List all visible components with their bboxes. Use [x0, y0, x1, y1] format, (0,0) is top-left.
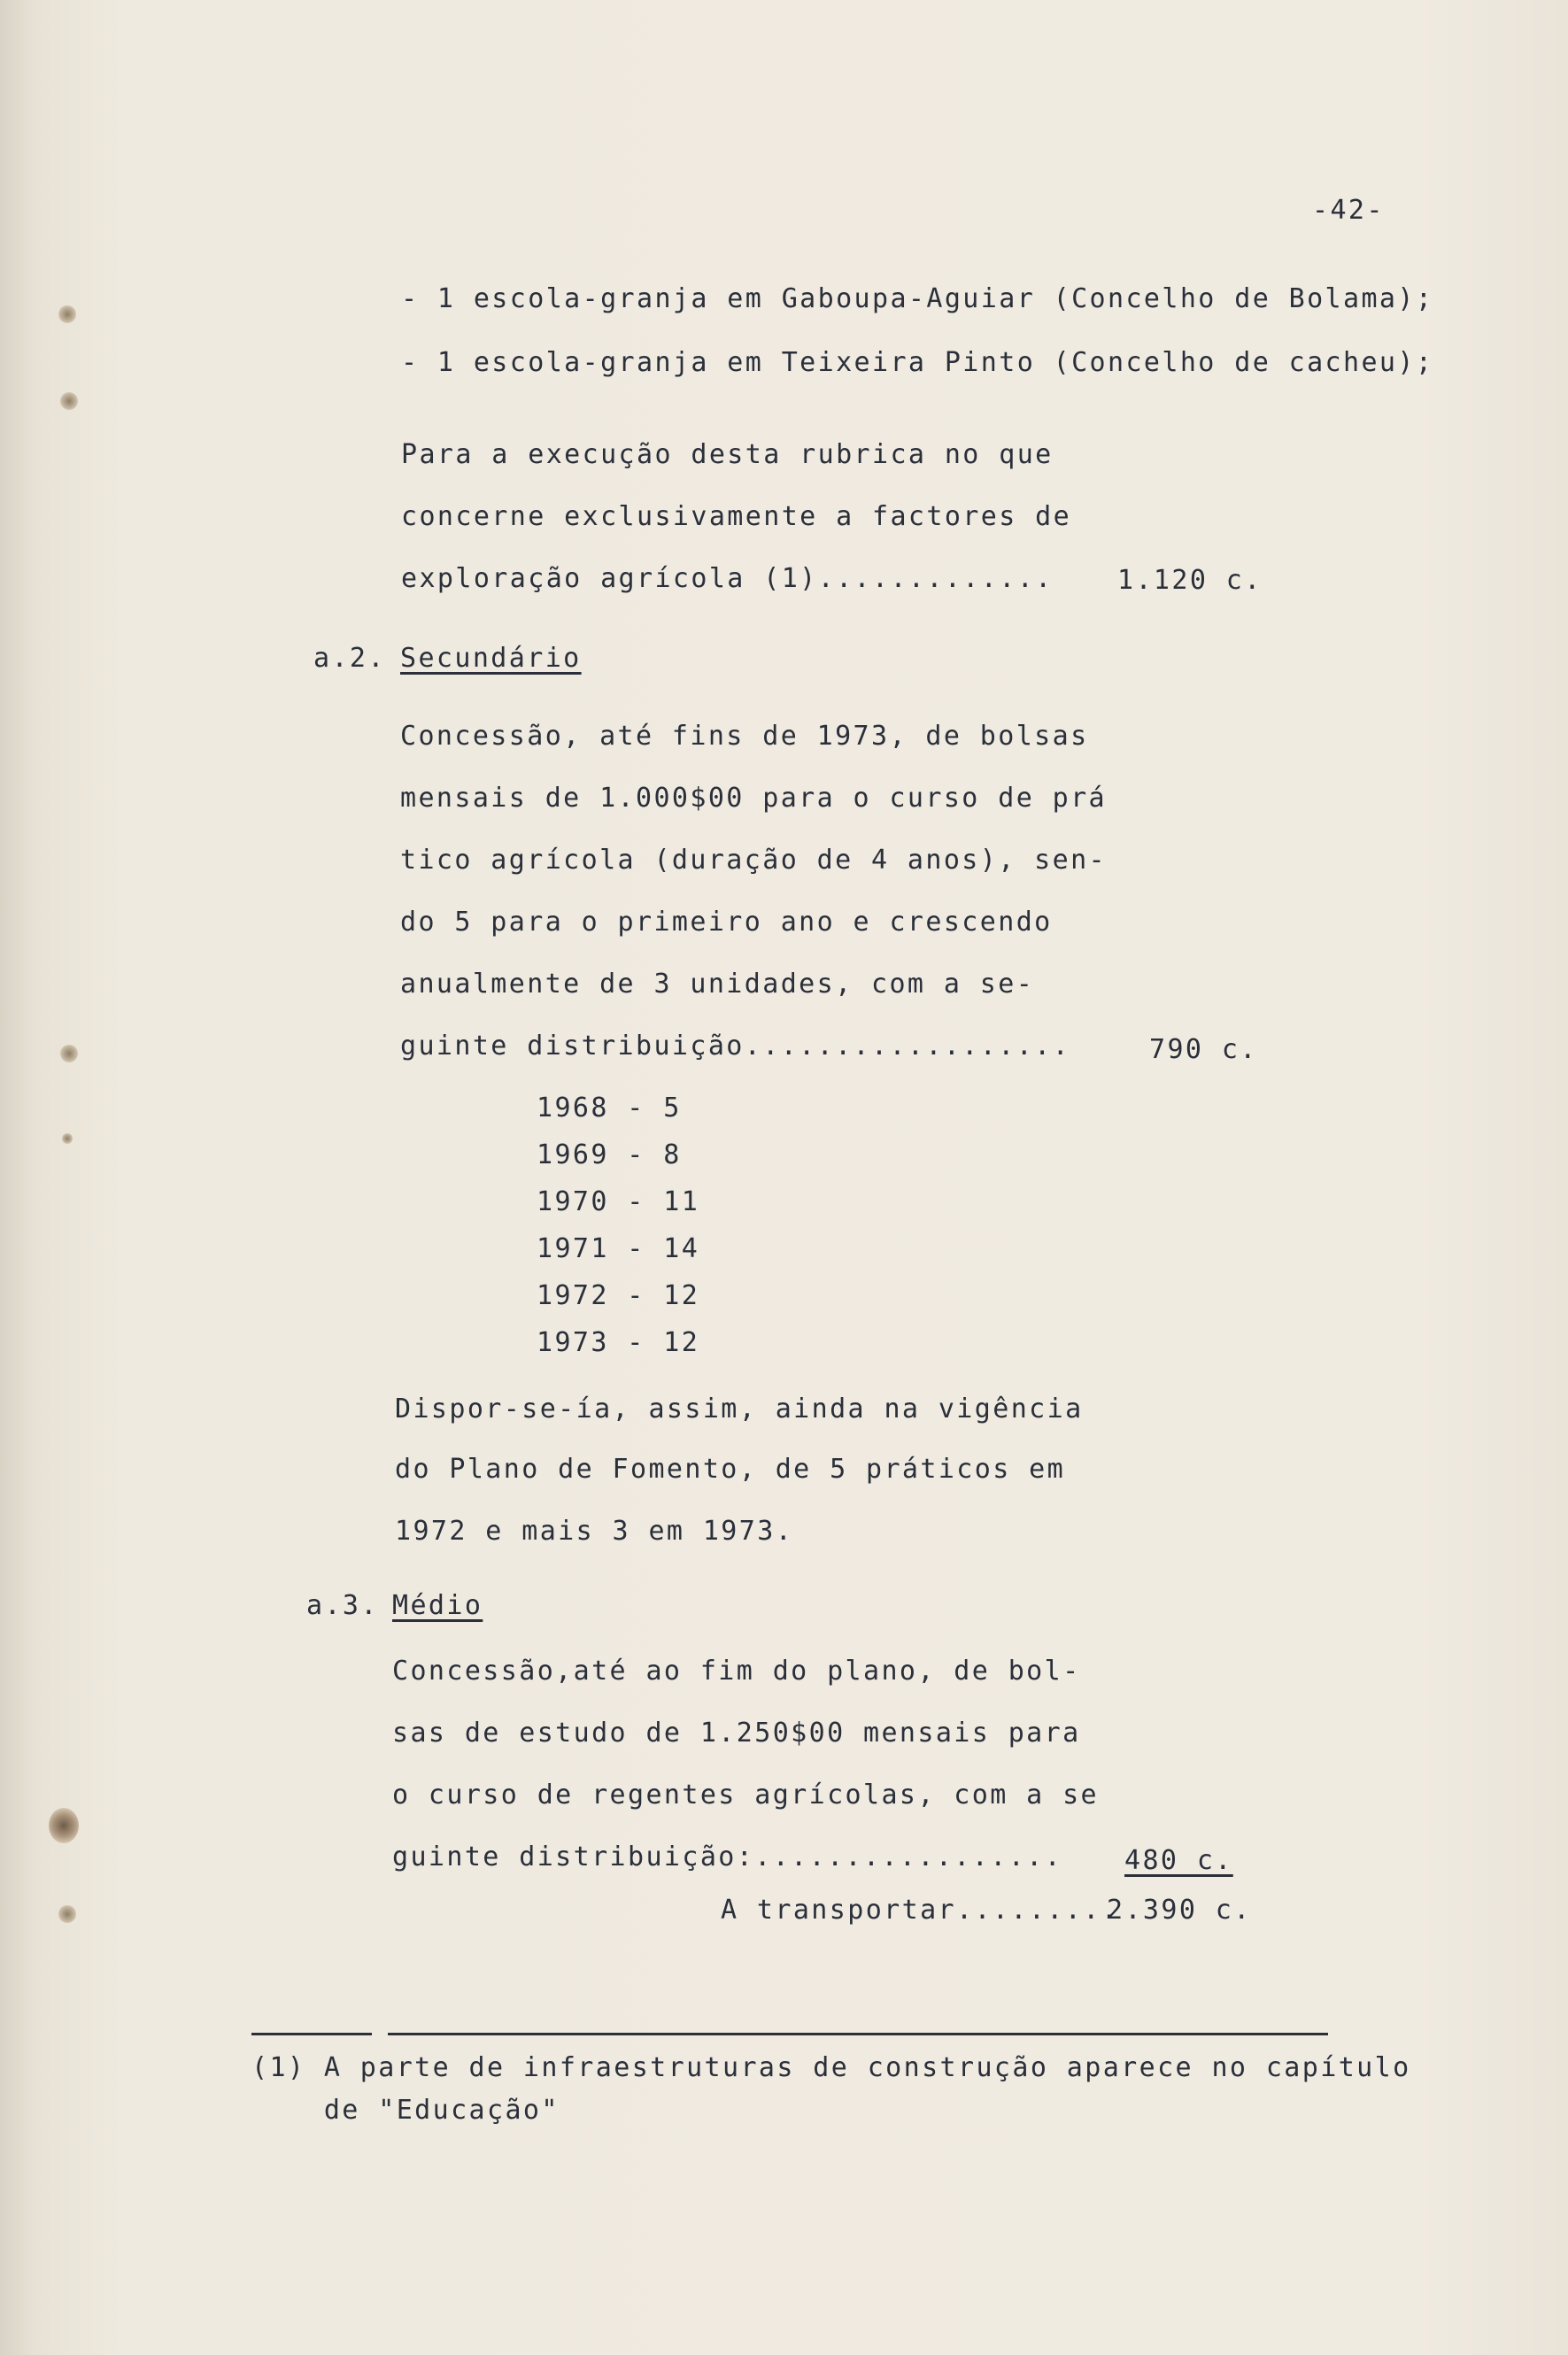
secundario-closing: Dispor-se-ía, assim, ainda na vigência — [395, 1394, 1084, 1425]
secundario-line: anualmente de 3 unidades, com a se- — [400, 969, 1035, 1000]
page-number: -42- — [1312, 195, 1385, 226]
section-title: Médio — [392, 1590, 483, 1621]
medio-line: o curso de regentes agrícolas, com a se — [392, 1780, 1099, 1811]
footnote-line: (1) A parte de infraestruturas de construção aparece no capítulo — [251, 2052, 1411, 2083]
distribution-row: 1969 - 8 — [537, 1139, 682, 1170]
execution-line: Para a execução desta rubrica no que — [401, 439, 1054, 470]
execution-line: concerne exclusivamente a factores de — [401, 501, 1072, 532]
secundario-line: Concessão, até fins de 1973, de bolsas — [400, 721, 1089, 752]
punch-hole — [49, 1808, 79, 1843]
section-label: a.2. — [313, 643, 386, 674]
medio-amount: 480 c. — [1124, 1845, 1233, 1876]
secundario-closing: 1972 e mais 3 em 1973. — [395, 1516, 794, 1547]
secundario-line: do 5 para o primeiro ano e crescendo — [400, 907, 1053, 938]
medio-line: guinte distribuição:................. — [392, 1842, 1063, 1872]
punch-hole — [58, 305, 76, 323]
secundario-amount: 790 c. — [1149, 1034, 1258, 1065]
footnote-rule-long — [388, 2033, 1328, 2035]
footnote-line: de "Educação" — [251, 2095, 560, 2126]
punch-hole — [62, 1133, 73, 1144]
distribution-row: 1971 - 14 — [537, 1233, 700, 1264]
punch-hole — [60, 392, 78, 410]
transport-label: A transportar......... — [721, 1895, 1120, 1926]
medio-line: sas de estudo de 1.250$00 mensais para — [392, 1718, 1081, 1749]
distribution-row: 1973 - 12 — [537, 1327, 700, 1358]
punch-hole — [60, 1045, 78, 1062]
secundario-line: tico agrícola (duração de 4 anos), sen- — [400, 845, 1107, 876]
secundario-line: mensais de 1.000$00 para o curso de prá — [400, 783, 1107, 814]
execution-line: exploração agrícola (1)............. — [401, 563, 1054, 594]
footnote-rule-short — [251, 2033, 372, 2035]
distribution-row: 1970 - 11 — [537, 1186, 700, 1217]
section-label: a.3. — [306, 1590, 379, 1621]
section-title: Secundário — [400, 643, 582, 674]
distribution-row: 1968 - 5 — [537, 1093, 682, 1123]
distribution-row: 1972 - 12 — [537, 1280, 700, 1311]
intro-item: - 1 escola-granja em Gaboupa-Aguiar (Concelho de Bolama); — [401, 283, 1434, 314]
transport-amount: 2.390 c. — [1107, 1895, 1252, 1926]
secundario-closing: do Plano de Fomento, de 5 práticos em — [395, 1454, 1066, 1485]
execution-amount: 1.120 c. — [1117, 565, 1263, 596]
intro-item: - 1 escola-granja em Teixeira Pinto (Concelho de cacheu); — [401, 347, 1434, 378]
punch-hole — [58, 1905, 76, 1923]
secundario-line: guinte distribuição.................. — [400, 1031, 1071, 1062]
medio-line: Concessão,até ao fim do plano, de bol- — [392, 1656, 1081, 1687]
